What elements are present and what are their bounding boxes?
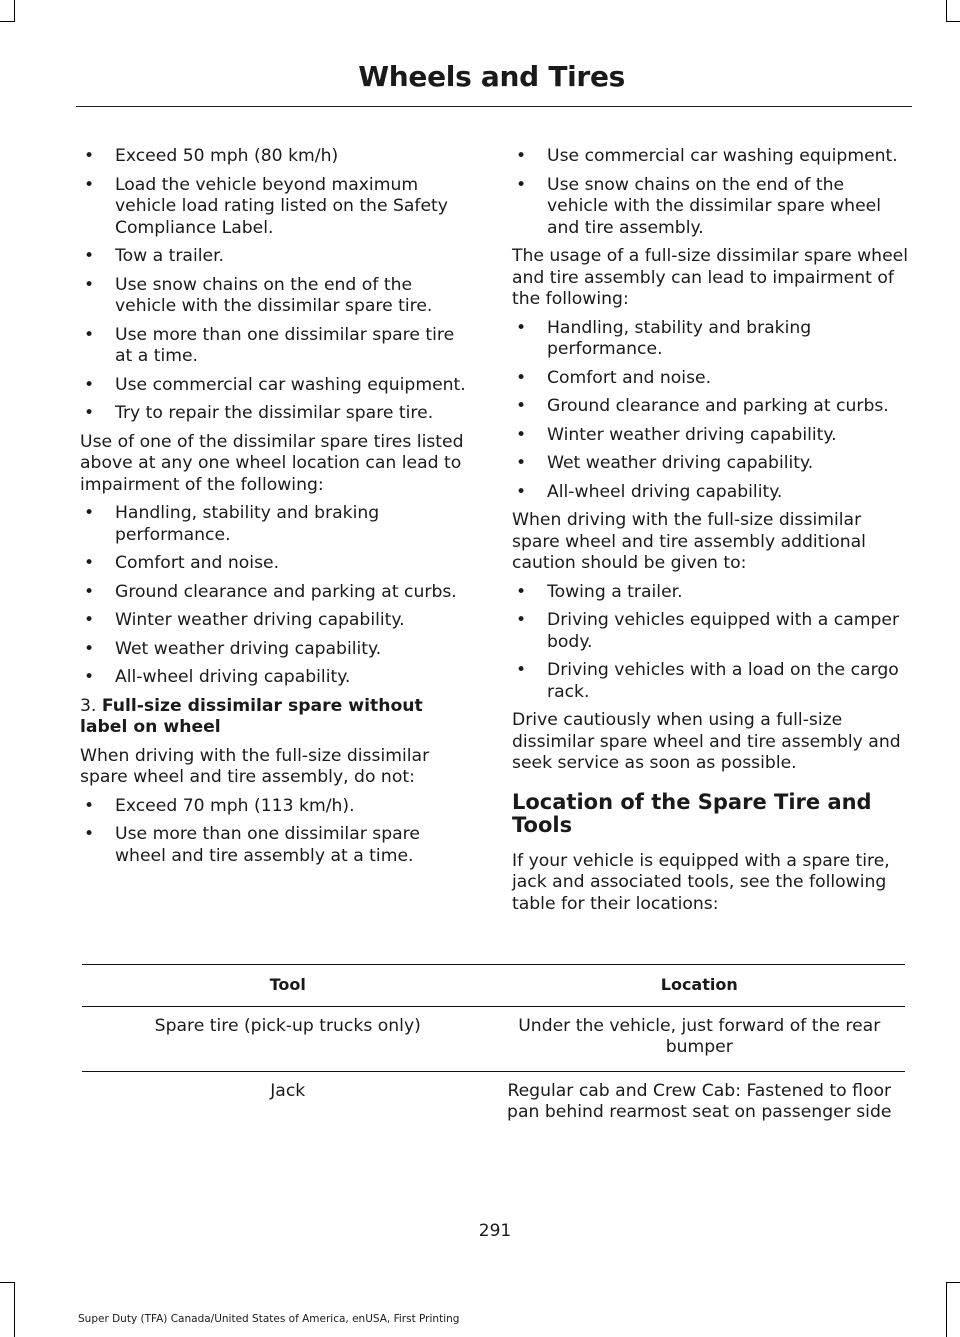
list-item: • Comfort and noise. [512,368,908,390]
right-paragraph-3: Drive cautiously when using a full-size dissimilar spare wheel and tire assembly and seek service as soon as possible. [512,710,901,773]
column-header-location: Location [494,965,906,1007]
list-item: • All-wheel driving capability. [80,667,476,689]
table-row [82,1071,905,1138]
right-paragraph-1: The usage of a full-size dissimilar spare wheel and tire assembly can lead to impairment of the following: [512,246,908,309]
crop-mark-bottom-right-h [946,1282,960,1283]
list-item: • Use commercial car washing equipment. [512,146,908,168]
left-paragraph-1: Use of one of the dissimilar spare tires listed above at any one wheel location can lead to impairment of the following: [80,431,464,495]
list-item: • Try to repair the dissimilar spare tire. [80,403,476,425]
list-item: • Driving vehicles equipped with a camper body. [512,610,908,653]
column-header-tool: Tool [82,965,494,1007]
list-item: • Winter weather driving capability. [80,610,476,632]
list-item: • Handling, stability and braking performance. [512,318,908,361]
crop-mark-top-right-h [946,21,960,22]
right-bullet-list-2 [512,318,908,504]
list-item: • Use commercial car washing equipment. [80,375,476,397]
list-item: • Driving vehicles with a load on the cargo rack. [512,660,908,703]
left-column [80,146,476,874]
footer-text: Super Duty (TFA) Canada/United States of America, enUSA, First Printing [78,1313,460,1325]
left-paragraph-2: When driving with the full-size dissimilar spare wheel and tire assembly, do not: [80,745,430,787]
list-item: • Wet weather driving capability. [512,453,908,475]
list-item: • Wet weather driving capability. [80,639,476,661]
subheading-number: 3. [80,695,97,716]
header-divider [76,106,912,107]
table-row [82,1006,905,1071]
table-cell-tool: Jack [270,1080,306,1101]
list-item: • Comfort and noise. [80,553,476,575]
table-cell-location: Regular cab and Crew Cab: Fastened to floor pan behind rearmost seat on passenger side [507,1080,892,1122]
list-item: • Exceed 70 mph (113 km/h). [80,796,476,818]
list-item: • Tow a trailer. [80,246,476,268]
list-item: • Towing a trailer. [512,582,908,604]
list-item: • Use more than one dissimilar spare wheel and tire assembly at a time. [80,824,476,867]
crop-mark-top-left-v [14,0,15,22]
crop-mark-bottom-right-v [946,1282,947,1337]
right-paragraph-2: When driving with the full-size dissimilar spare wheel and tire assembly additional caution should be given to: [512,510,866,573]
tools-location-table [82,964,905,1138]
list-item: • All-wheel driving capability. [512,482,908,504]
subheading-text: Full-size dissimilar spare without label on wheel [80,695,423,737]
list-item: • Ground clearance and parking at curbs. [80,582,476,604]
crop-mark-top-right-v [946,0,947,22]
left-bullet-list-2 [80,503,476,689]
section-heading: Location of the Spare Tire and Tools [512,789,872,837]
page-number: 291 [478,1221,512,1241]
crop-mark-bottom-left-v [14,1282,15,1337]
table-header-row [82,965,905,1007]
right-bullet-list-1 [512,146,908,239]
right-paragraph-4: If your vehicle is equipped with a spare tire, jack and associated tools, see the following table for their locations: [512,850,890,914]
left-bullet-list-1 [80,146,476,425]
table-cell-tool: Spare tire (pick-up trucks only) [82,1006,494,1071]
right-bullet-list-3 [512,582,908,704]
right-column [512,146,908,922]
list-item: • Use snow chains on the end of the vehicle with the dissimilar spare tire. [80,275,476,318]
list-item: • Use more than one dissimilar spare tire at a time. [80,325,476,368]
list-item: • Handling, stability and braking performance. [80,503,476,546]
left-bullet-list-3 [80,796,476,868]
list-item: • Winter weather driving capability. [512,425,908,447]
subheading [80,696,476,739]
list-item: • Use snow chains on the end of the vehicle with the dissimilar spare wheel and tire assembly. [512,175,908,240]
table-cell-location: Under the vehicle, just forward of the rear bumper [494,1006,906,1071]
crop-mark-bottom-left-h [0,1282,15,1283]
page-title: Wheels and Tires [358,60,625,93]
list-item: • Load the vehicle beyond maximum vehicle load rating listed on the Safety Compliance Label. [80,175,476,240]
crop-mark-top-left-h [0,21,15,22]
list-item: • Exceed 50 mph (80 km/h) [80,146,476,168]
list-item: • Ground clearance and parking at curbs. [512,396,908,418]
